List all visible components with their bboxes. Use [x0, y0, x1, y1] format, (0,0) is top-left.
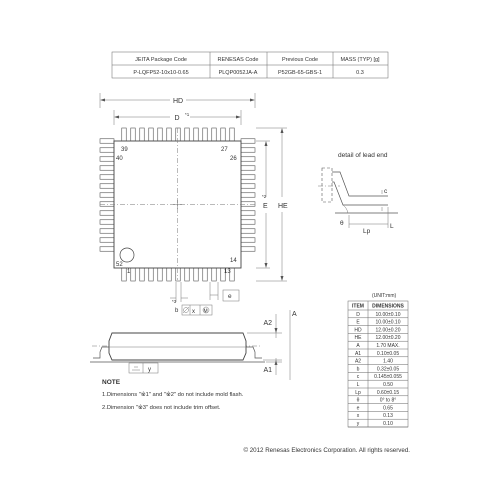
lead-left — [100, 229, 114, 234]
lead-c-label: c — [384, 188, 388, 195]
lead-top — [167, 128, 172, 141]
lead-right — [241, 166, 255, 171]
dimension-value: 10.00±0.10 — [375, 319, 401, 326]
pin-number-14: 14 — [230, 258, 237, 264]
lead-bottom — [167, 268, 172, 281]
dimension-value: 0.65 — [383, 405, 393, 412]
lead-bottom — [122, 268, 127, 281]
side-a2-label: A2 — [263, 320, 272, 327]
dimension-item: L — [356, 382, 360, 388]
lead-right — [241, 175, 255, 180]
dimension-item: y — [356, 421, 360, 427]
lead-bottom — [176, 268, 181, 281]
dim-hd-label: HD — [172, 98, 184, 105]
pins-top-row — [122, 128, 235, 141]
lead-top — [230, 128, 235, 141]
pin-number-40: 40 — [116, 156, 123, 162]
lead-right — [241, 157, 255, 162]
dimension-table — [348, 293, 408, 427]
dim-d-label: D — [174, 115, 180, 122]
side-a1-label: A1 — [263, 367, 272, 374]
pin-number-13: 13 — [224, 269, 231, 275]
lead-top — [185, 128, 190, 141]
lead-right — [241, 247, 255, 252]
lead-theta-label: θ — [340, 220, 344, 227]
dimension-value: 0.32±0.05 — [376, 366, 400, 373]
dimension-value: 0.10 — [383, 421, 393, 427]
dimension-unit: (UNIT:mm) — [372, 293, 397, 299]
lead-right — [241, 229, 255, 234]
pin-number-39: 39 — [121, 147, 128, 153]
lead-top — [221, 128, 226, 141]
lead-top — [203, 128, 208, 141]
lead-left — [100, 139, 114, 144]
dimension-value: 0° to 8° — [379, 397, 397, 404]
dim-he-label: HE — [278, 203, 288, 210]
lead-left — [100, 175, 114, 180]
lead-left — [100, 166, 114, 171]
dimension-value: 1.70 MAX. — [376, 343, 400, 349]
dim-e-label: E — [263, 203, 268, 210]
dimension-item: b — [356, 366, 360, 373]
side-view — [90, 310, 297, 380]
table-header-previous: Previous Code — [281, 57, 319, 63]
lead-top — [149, 128, 154, 141]
notes — [102, 379, 244, 411]
lead-left — [100, 238, 114, 243]
lead-right — [241, 220, 255, 225]
lead-left — [100, 148, 114, 153]
note-2: 2.Dimension "※3" does not include trim offset. — [102, 405, 221, 411]
pin1-index-mark — [120, 248, 134, 262]
dimension-header-item: ITEM — [352, 303, 364, 310]
lead-left — [100, 157, 114, 162]
lead-lp-label: Lp — [363, 228, 371, 235]
lead-right — [241, 238, 255, 243]
dimension-item: c — [356, 374, 360, 381]
dimension-item: HD — [354, 327, 362, 334]
dimension-item: D — [356, 311, 360, 318]
lead-bottom — [158, 268, 163, 281]
pins-bottom-row — [122, 268, 235, 281]
dimension-value: 0.13 — [383, 413, 393, 420]
dimension-value: 1.40 — [383, 358, 393, 365]
dimension-value: 12.00±0.20 — [375, 335, 401, 342]
lead-bottom — [194, 268, 199, 281]
dimension-value: 0.145±0.055 — [374, 374, 402, 381]
lead-l-label: L — [390, 223, 394, 230]
table-header-renesas: RENESAS Code — [217, 57, 259, 63]
table-cell-jeita: P-LQFP52-10x10-0.65 — [133, 70, 189, 76]
lead-bottom — [140, 268, 145, 281]
lead-left — [100, 202, 114, 207]
dimension-value: 12.00±0.20 — [375, 327, 401, 334]
dimension-rows — [348, 312, 408, 427]
dim-d-note-mark: *1 — [185, 112, 190, 117]
dimension-item: A1 — [354, 350, 362, 357]
lead-top — [176, 128, 181, 141]
lead-top — [212, 128, 217, 141]
dimension-item: A2 — [354, 358, 362, 365]
dimension-item: A — [356, 343, 360, 349]
lead-bottom — [149, 268, 154, 281]
lead-right — [241, 211, 255, 216]
dimension-item: HE — [354, 335, 362, 342]
lead-left — [100, 211, 114, 216]
table-header-jeita: JEITA Package Code — [135, 57, 187, 63]
tolerance-m-label: M — [203, 308, 208, 315]
table-cell-mass: 0.3 — [356, 70, 364, 76]
dimension-value: 0.60±0.15 — [376, 389, 400, 396]
lead-left — [100, 247, 114, 252]
dimension-item: E — [356, 319, 360, 326]
dimension-value: 0.10±0.05 — [376, 350, 400, 357]
lead-detail-title: detail of lead end — [338, 152, 388, 159]
lead-top — [122, 128, 127, 141]
dimension-value: 10.00±0.10 — [375, 311, 401, 318]
lead-bottom — [185, 268, 190, 281]
dimension-header-dims: DIMENSIONS — [372, 303, 404, 310]
side-body — [109, 333, 246, 360]
package-code-table — [112, 52, 388, 78]
side-a-label: A — [292, 311, 297, 318]
dimension-item: x — [356, 413, 360, 420]
table-cell-previous: P52GB-65-GBS-1 — [277, 70, 323, 76]
dimension-value: 0.50 — [383, 382, 393, 388]
lead-left — [100, 220, 114, 225]
lead-right — [241, 184, 255, 189]
pin-number-1: 1 — [127, 269, 131, 275]
lead-bottom — [131, 268, 136, 281]
lead-bottom — [203, 268, 208, 281]
dimension-item: e — [356, 405, 360, 412]
lead-top — [194, 128, 199, 141]
pins-left-column — [100, 139, 114, 252]
lead-right — [241, 139, 255, 144]
pitch-e-label: e — [228, 293, 232, 300]
lead-b-note-mark: *3 — [172, 299, 177, 304]
lead-left — [100, 184, 114, 189]
lead-b-label: b — [175, 308, 179, 314]
note-1: 1.Dimensions "※1" and "※2" do not include mold flash. — [102, 392, 244, 398]
note-title: NOTE — [102, 379, 121, 386]
lead-right — [241, 148, 255, 153]
lead-left — [100, 193, 114, 198]
lead-detail — [318, 152, 398, 235]
top-view — [100, 93, 288, 315]
lead-top — [158, 128, 163, 141]
table-header-mass: MASS (TYP) [g] — [340, 57, 380, 63]
lead-top — [140, 128, 145, 141]
lead-bottom — [212, 268, 217, 281]
pins-right-column — [241, 139, 255, 252]
lead-right — [241, 193, 255, 198]
tolerance-x-label: x — [192, 309, 195, 315]
pin-number-26: 26 — [230, 156, 237, 162]
lead-top — [131, 128, 136, 141]
dimension-item: θ — [356, 397, 360, 404]
table-cell-renesas: PLQP0052JA-A — [218, 70, 258, 76]
lead-right — [241, 202, 255, 207]
flatness-y-label: y — [148, 367, 151, 373]
copyright-footer: © 2012 Renesas Electronics Corporation. All rights reserved. — [243, 447, 410, 454]
dim-e-note-mark: *2 — [262, 194, 267, 199]
pin-number-52: 52 — [116, 262, 123, 268]
pin-number-27: 27 — [221, 147, 228, 153]
dimension-item: Lp — [355, 389, 361, 396]
